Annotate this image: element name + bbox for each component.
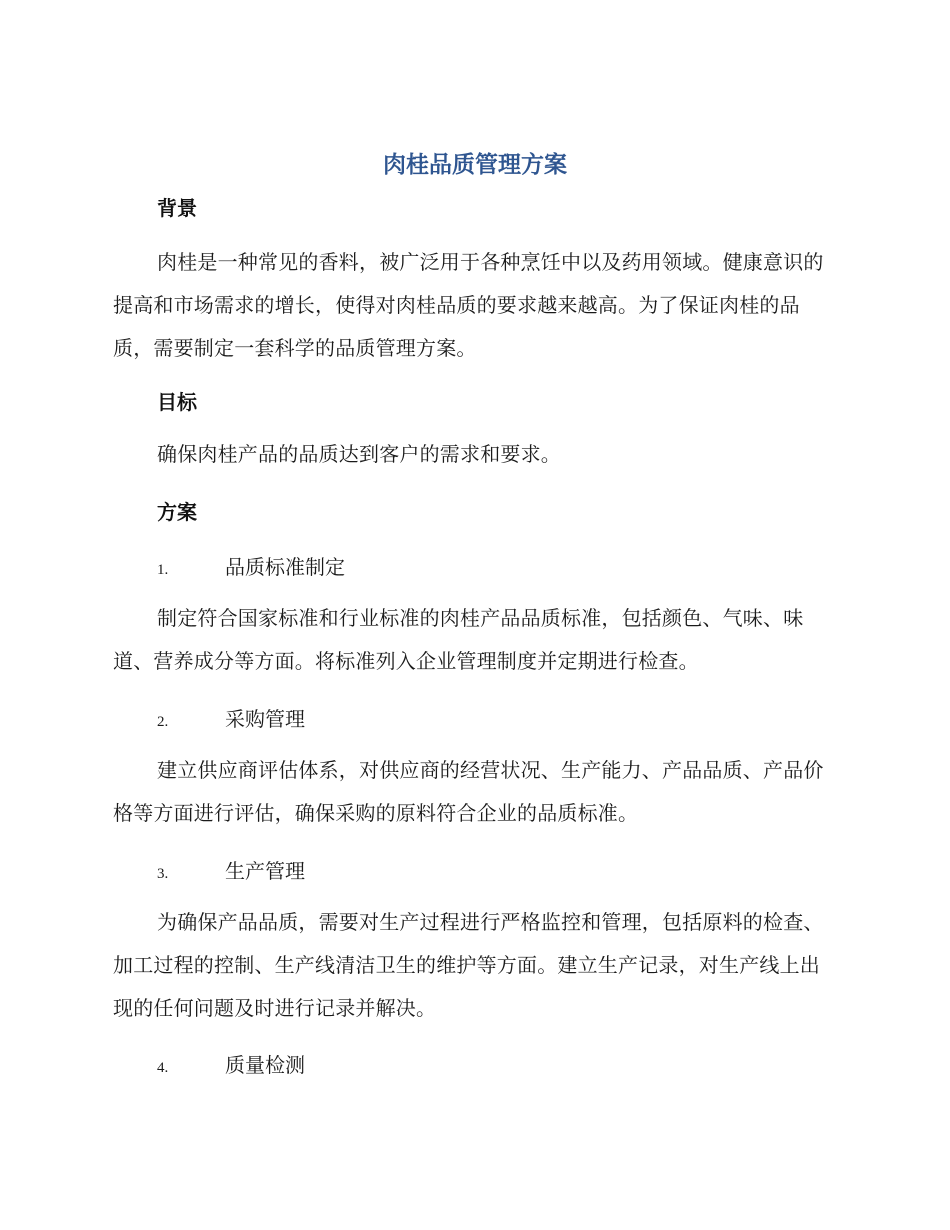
list-item-number: 1. xyxy=(157,562,169,578)
heading-plan: 方案 xyxy=(157,500,197,524)
page-title: 肉桂品质管理方案 xyxy=(383,152,567,178)
list-item-label: 品质标准制定 xyxy=(225,555,345,579)
paragraph-item-3: 为确保产品品质，需要对生产过程进行严格监控和管理，包括原料的检查、加工过程的控制、生产线清洁卫生的维护等方面。建立生产记录，对生产线上出现的任何问题及时进行记录并解决。 xyxy=(113,910,824,1020)
paragraph-item-1: 制定符合国家标准和行业标准的肉桂产品品质标准，包括颜色、气味、味道、营养成分等方面。将标准列入企业管理制度并定期进行检查。 xyxy=(113,606,804,673)
list-item-2 xyxy=(157,703,305,732)
paragraph-background: 肉桂是一种常见的香料，被广泛用于各种烹饪中以及药用领域。健康意识的提高和市场需求的增长，使得对肉桂品质的要求越来越高。为了保证肉桂的品质，需要制定一套科学的品质管理方案。 xyxy=(113,250,824,360)
list-item-number: 3. xyxy=(157,866,169,882)
heading-background: 背景 xyxy=(157,196,197,220)
paragraph-goal: 确保肉桂产品的品质达到客户的需求和要求。 xyxy=(157,442,561,466)
list-item-1 xyxy=(157,551,345,580)
list-item-3 xyxy=(157,855,305,884)
paragraph-item-2: 建立供应商评估体系，对供应商的经营状况、生产能力、产品品质、产品价格等方面进行评估，确保采购的原料符合企业的品质标准。 xyxy=(113,758,824,825)
list-item-label: 质量检测 xyxy=(225,1053,305,1077)
list-item-label: 采购管理 xyxy=(225,707,305,731)
list-item-4 xyxy=(157,1049,305,1078)
list-item-label: 生产管理 xyxy=(225,859,305,883)
list-item-number: 4. xyxy=(157,1060,169,1076)
list-item-number: 2. xyxy=(157,714,169,730)
heading-goal: 目标 xyxy=(157,390,197,414)
